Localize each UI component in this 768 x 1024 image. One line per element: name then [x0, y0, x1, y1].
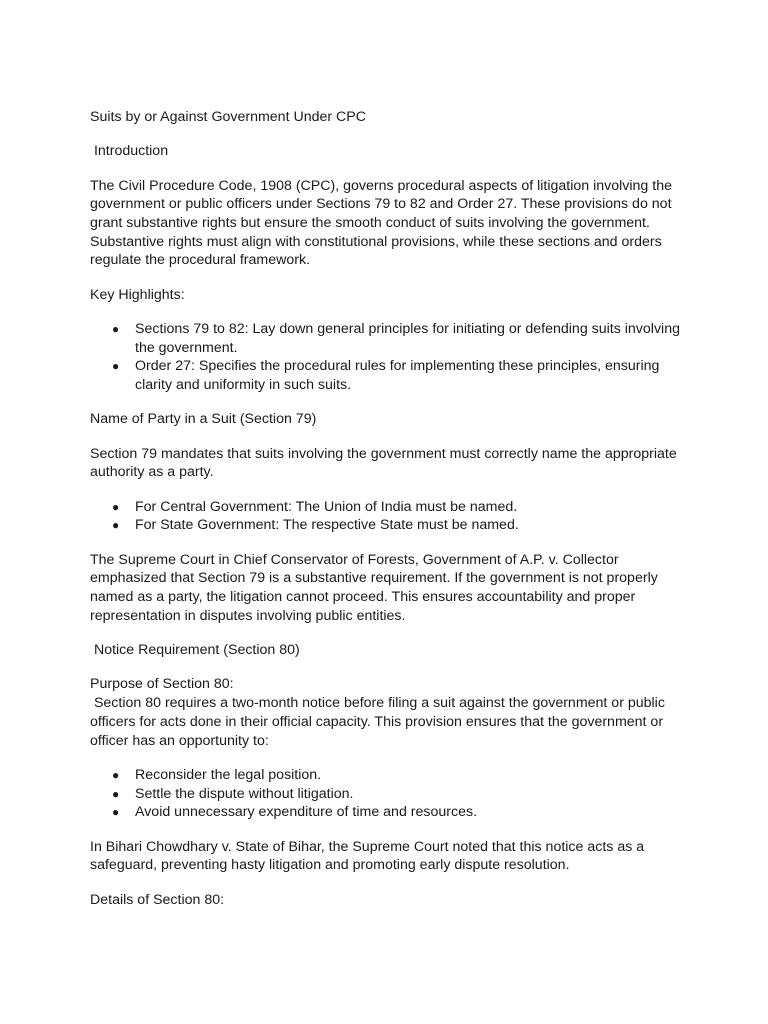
- list-item: [90, 498, 680, 517]
- section79-paragraph: Section 79 mandates that suits involving the government must correctly name the appropriate authority as a party.: [90, 445, 677, 481]
- list-item-text: For State Government: The respective State must be named.: [135, 517, 519, 534]
- intro-paragraph: The Civil Procedure Code, 1908 (CPC), governs procedural aspects of litigation involving the government or public officers under Sections 79 to 82 and Order 27. These provisions do not grant substantive rights but ensure the smooth conduct of suits involving the government. Substantive rights must align with constitutional provisions, while these sections and orders regulate the procedural framework.: [90, 177, 672, 269]
- document-title: Suits by or Against Government Under CPC: [90, 109, 366, 125]
- list-item-text: Settle the dispute without litigation.: [135, 785, 354, 802]
- list-item-text: Sections 79 to 82: Lay down general principles for initiating or defending suits involving the government.: [135, 321, 680, 356]
- list-item-text: For Central Government: The Union of India must be named.: [135, 498, 518, 515]
- list-item-text: Reconsider the legal position.: [135, 766, 322, 783]
- list-item: [90, 803, 680, 822]
- bullet-icon: ●: [112, 359, 120, 374]
- bullet-icon: ●: [112, 805, 120, 820]
- list-item: [90, 516, 680, 535]
- section80-case-paragraph: In Bihari Chowdhary v. State of Bihar, the Supreme Court noted that this notice acts as a safeguard, preventing hasty litigation and promoting early dispute resolution.: [90, 838, 645, 874]
- section80-purpose-label: Purpose of Section 80:: [90, 676, 234, 693]
- key-highlights-list: [90, 320, 680, 395]
- section79-heading: Name of Party in a Suit (Section 79): [90, 411, 317, 428]
- bullet-icon: ●: [112, 499, 120, 514]
- list-item: [90, 766, 680, 785]
- intro-heading: Introduction: [90, 143, 169, 160]
- section79-list: [90, 498, 680, 535]
- section80-purpose-paragraph: Section 80 requires a two-month notice before filing a suit against the government or public officers for acts done in their official capacity. This provision ensures that the government or officer has an opportunity to:: [90, 695, 669, 749]
- list-item-text: Avoid unnecessary expenditure of time and resources.: [135, 804, 478, 821]
- section80-heading: Notice Requirement (Section 80): [90, 642, 300, 659]
- list-item-text: Order 27: Specifies the procedural rules for implementing these principles, ensuring clarity and uniformity in such suits.: [135, 358, 660, 394]
- section79-case-paragraph: The Supreme Court in Chief Conservator of Forests, Government of A.P. v. Collector emphasized that Section 79 is a substantive requirement. If the government is not properly named as a party, the litigation cannot proceed. This ensures accountability and proper representation in disputes involving public entities.: [90, 551, 658, 624]
- document-page: [90, 108, 680, 925]
- bullet-icon: ●: [112, 518, 120, 533]
- bullet-icon: ●: [112, 767, 120, 782]
- bullet-icon: ●: [112, 322, 120, 336]
- bullet-icon: ●: [112, 786, 120, 801]
- list-item: [90, 785, 680, 804]
- section80-list: [90, 766, 680, 822]
- list-item: [90, 320, 680, 357]
- key-highlights-heading: Key Highlights:: [90, 286, 185, 303]
- section80-details-heading: Details of Section 80:: [90, 891, 225, 908]
- list-item: [90, 357, 680, 394]
